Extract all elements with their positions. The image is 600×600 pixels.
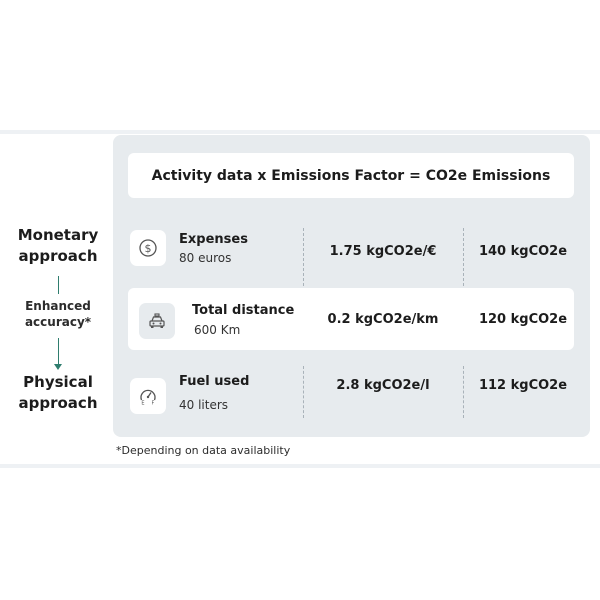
emission-factor: 2.8 kgCO2e/l [336, 378, 430, 393]
activity-label: Fuel used [179, 374, 250, 389]
co2e-emissions: 112 kgCO2e [478, 378, 568, 393]
activity-value: 600 Km [194, 323, 241, 337]
bottom-divider-band [0, 464, 600, 468]
footnote: *Depending on data availability [116, 444, 291, 457]
svg-text:E: E [141, 400, 145, 406]
activity-value: 40 liters [179, 398, 229, 412]
car-icon [139, 303, 175, 339]
fuel-row [128, 356, 574, 418]
activity-label: Expenses [179, 232, 248, 247]
svg-text:$: $ [144, 242, 152, 255]
co2e-emissions: 140 kgCO2e [478, 244, 568, 259]
activity-value: 80 euros [179, 251, 232, 265]
distance-row [128, 288, 574, 350]
co2e-emissions: 120 kgCO2e [478, 312, 568, 327]
svg-text:F: F [151, 400, 155, 406]
enhanced-accuracy-label: Enhanced accuracy* [24, 299, 92, 329]
physical-approach-label: Physical approach [18, 373, 98, 412]
emission-factor: 0.2 kgCO2e/km [327, 312, 439, 327]
formula-header: Activity data x Emissions Factor = CO2e Emissions [128, 153, 574, 198]
expenses-row [128, 214, 574, 276]
activity-label: Total distance [192, 303, 295, 318]
accuracy-connector-line [58, 276, 59, 294]
top-divider-band [0, 130, 600, 134]
emission-factor: 1.75 kgCO2e/€ [329, 244, 437, 259]
arrow-down-icon [54, 364, 62, 370]
fuel-gauge-icon [130, 378, 166, 414]
coin-icon [130, 230, 166, 266]
monetary-approach-label: Monetary approach [17, 226, 99, 265]
